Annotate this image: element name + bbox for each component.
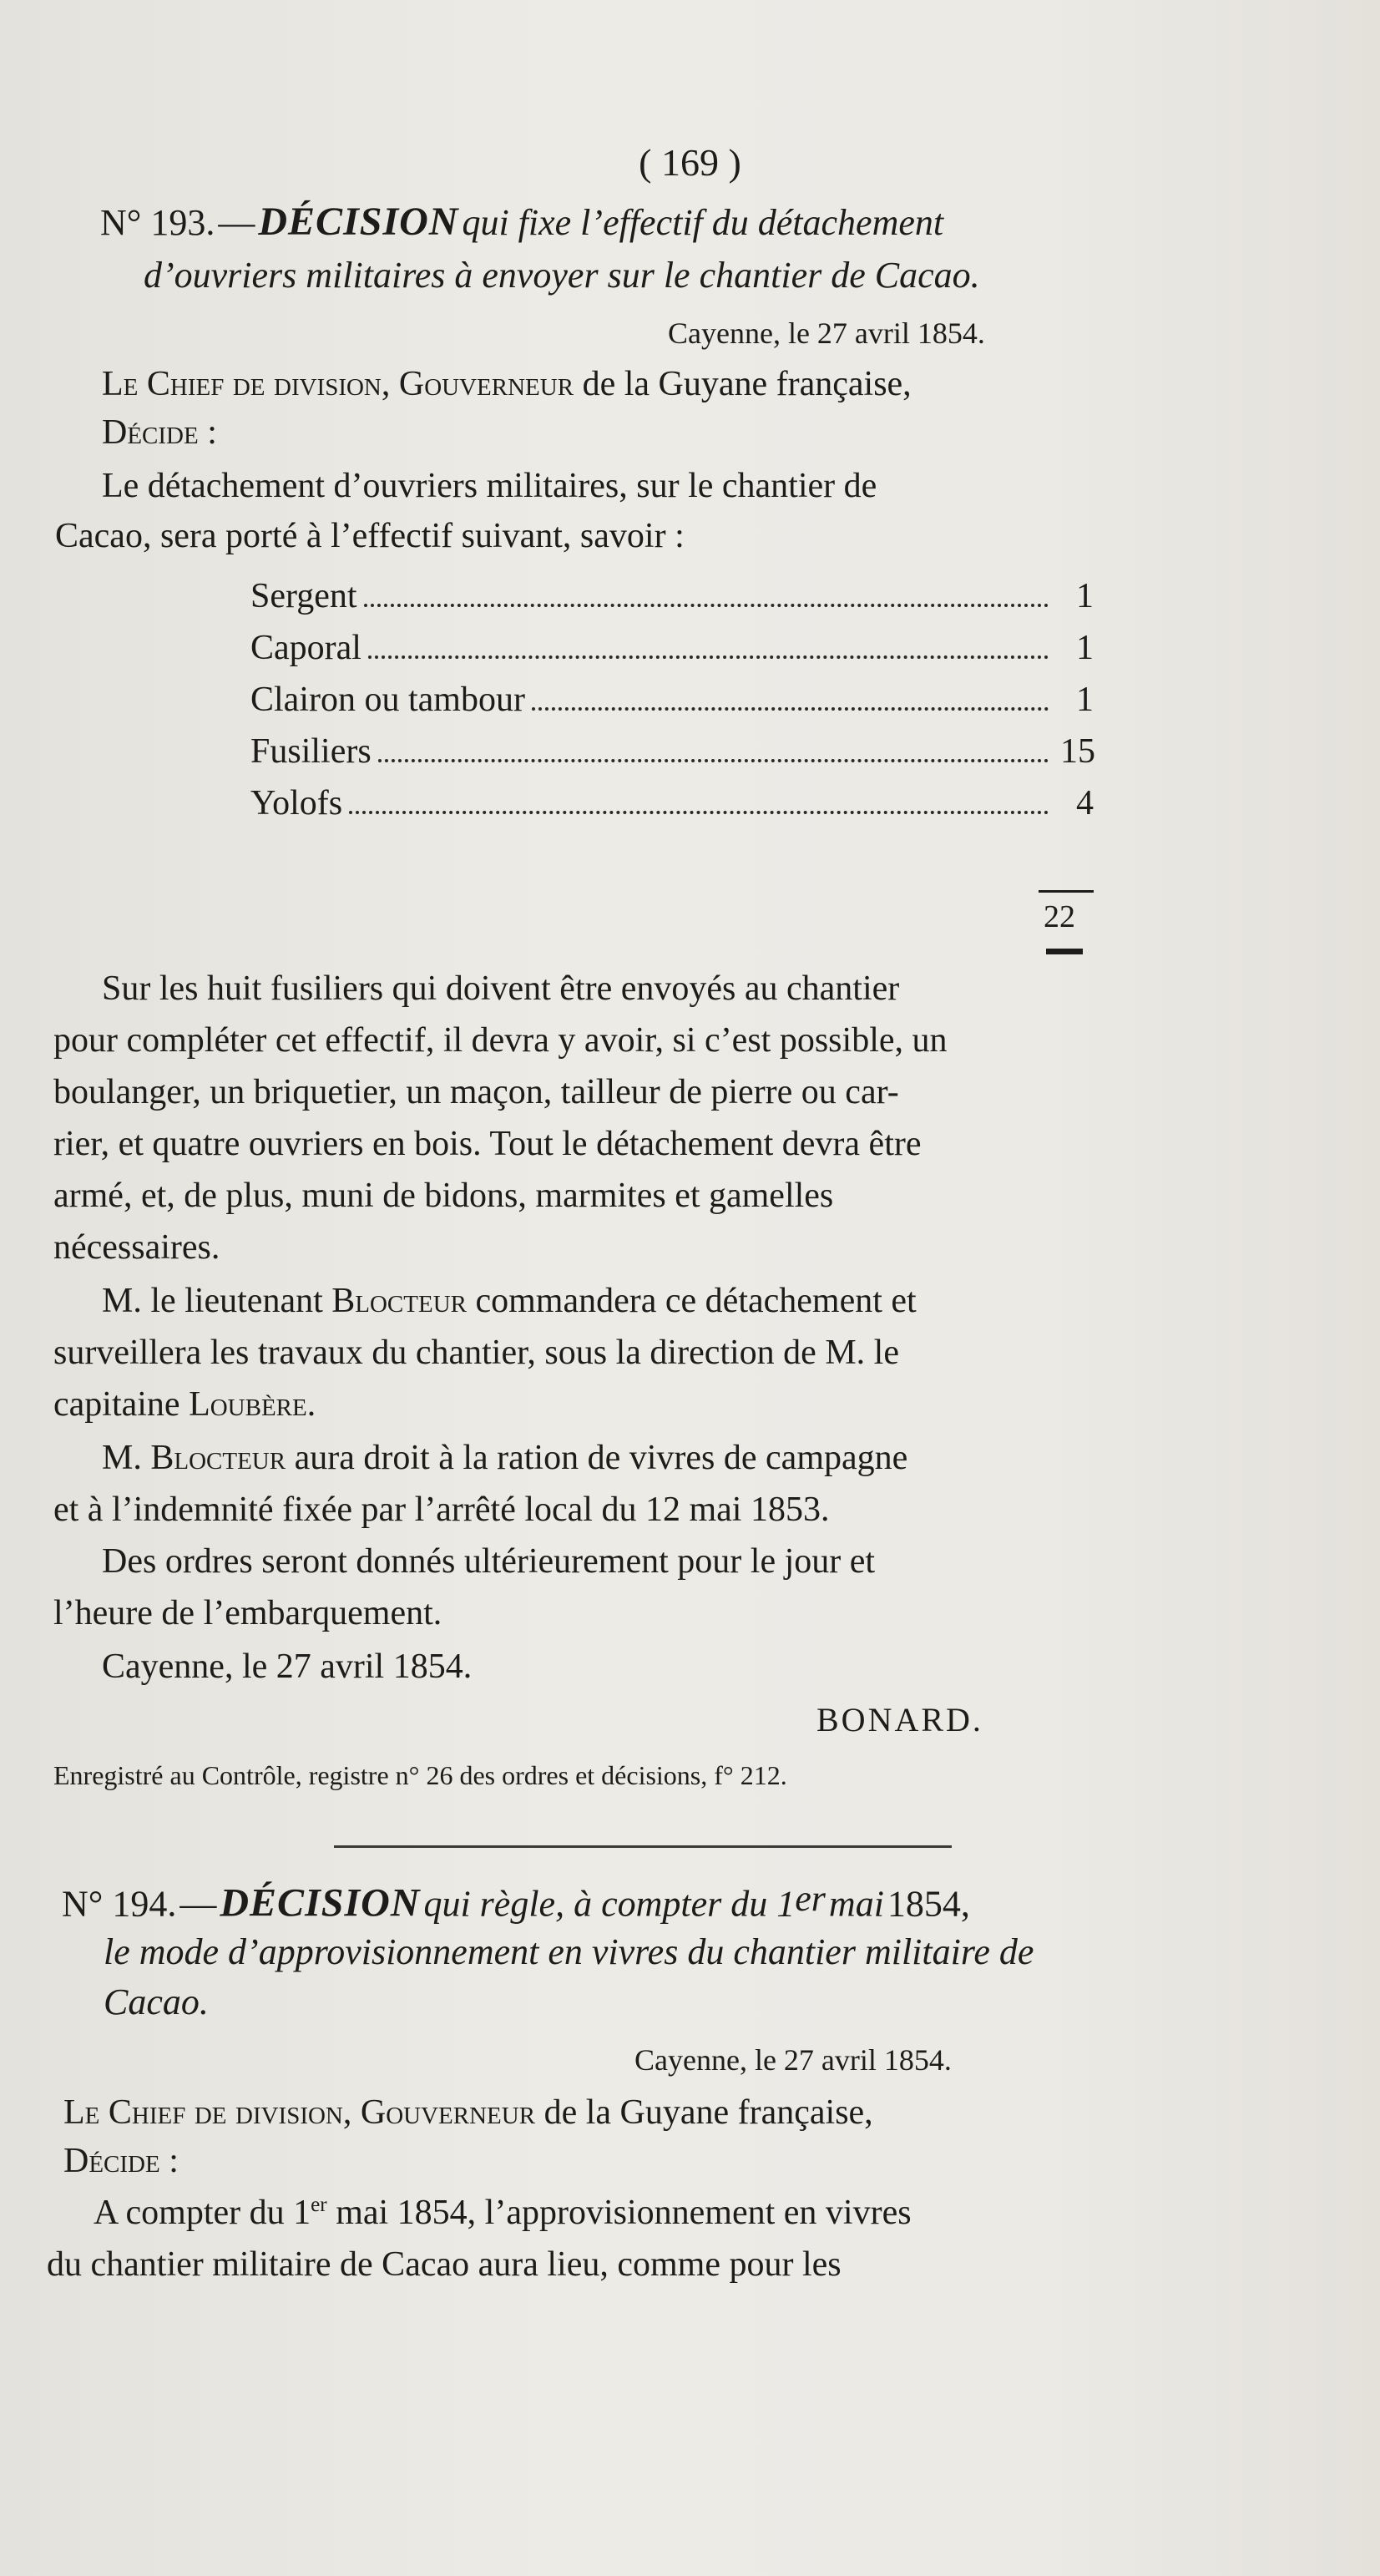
decision-194-decide: Décide :	[63, 2142, 179, 2180]
decision-193-para2-line2: pour compléter cet effectif, il devra y avoir, si c’est possible, un	[53, 1021, 948, 1060]
decision-193-para2-line5: armé, et, de plus, muni de bidons, marmites et gamelles	[53, 1177, 834, 1215]
decision-193-para2-line6: nécessaires.	[53, 1228, 220, 1267]
total-underline	[1046, 949, 1083, 954]
total-value: 22	[1044, 899, 1075, 934]
decision-193-dateline: Cayenne, le 27 avril 1854.	[668, 316, 985, 350]
decision-194-para1-line1: A compter du 1er mai 1854, l’approvisionnement en vivres	[94, 2194, 912, 2232]
list-item: Sergent 1	[250, 577, 1094, 615]
decision-193-title-line1: qui fixe l’effectif du détachement	[462, 202, 944, 243]
list-item: Clairon ou tambour 1	[250, 681, 1094, 719]
decision-193-para2-line1: Sur les huit fusiliers qui doivent être envoyés au chantier	[102, 969, 900, 1008]
decision-193-para5-line1: Des ordres seront donnés ultérieurement pour le jour et	[102, 1542, 876, 1581]
decision-193-signature: BONARD.	[816, 1701, 983, 1738]
decision-193-para1-line2: Cacao, sera porté à l’effectif suivant, savoir :	[55, 517, 685, 555]
decision-193-para2-line3: boulanger, un briquetier, un maçon, tailleur de pierre ou car-	[53, 1073, 899, 1111]
decision-194-dateline: Cayenne, le 27 avril 1854.	[634, 2043, 952, 2077]
page-number: ( 169 )	[639, 141, 741, 184]
decision-193-para4-line1: M. Blocteur aura droit à la ration de vivres de campagne	[102, 1439, 908, 1477]
decision-193-para3-line3: capitaine Loubère.	[53, 1385, 316, 1424]
decision-193-decide: Décide :	[102, 413, 217, 452]
decision-193-closing-date: Cayenne, le 27 avril 1854.	[102, 1647, 473, 1686]
decision-193-title-word: DÉCISION	[258, 200, 459, 244]
decision-193-number: N° 193.	[100, 202, 215, 243]
list-item: Caporal 1	[250, 629, 1094, 667]
list-item: Fusiliers 15	[250, 732, 1095, 771]
decision-193-registration: Enregistré au Contrôle, registre n° 26 des ordres et décisions, f° 212.	[53, 1760, 787, 1790]
decision-194-number: N° 194.	[62, 1883, 177, 1925]
section-divider	[334, 1845, 952, 1848]
decision-194-dash: —	[179, 1883, 217, 1925]
list-item: Yolofs 4	[250, 784, 1094, 822]
total-rule	[1039, 890, 1094, 893]
decision-193-para1-line1: Le détachement d’ouvriers militaires, sur le chantier de	[102, 467, 877, 505]
decision-193-heading	[100, 199, 943, 245]
decision-193-para4-line2: et à l’indemnité fixée par l’arrêté local du 12 mai 1853.	[53, 1490, 830, 1529]
decision-193-para3-line1: M. le lieutenant Blocteur commandera ce détachement et	[102, 1282, 917, 1320]
decision-194-para1-line2: du chantier militaire de Cacao aura lieu, comme pour les	[47, 2245, 842, 2284]
decision-194-heading: N° 194. — DÉCISION qui règle, à compter du 1er mai 1854,	[62, 1878, 970, 1926]
decision-193-para3-line2: surveillera les travaux du chantier, sous la direction de M. le	[53, 1334, 899, 1372]
decision-193-para5-line2: l’heure de l’embarquement.	[53, 1594, 442, 1632]
decision-193-dash: —	[218, 202, 255, 243]
decision-193-title-line2: d’ouvriers militaires à envoyer sur le chantier de Cacao.	[144, 255, 980, 296]
decision-194-title-line2: le mode d’approvisionnement en vivres du chantier militaire de	[104, 1931, 1034, 1972]
decision-194-authority: Le Chief de division, Gouverneur de la Guyane française,	[63, 2093, 873, 2132]
decision-193-para2-line4: rier, et quatre ouvriers en bois. Tout le détachement devra être	[53, 1125, 922, 1163]
decision-194-title-word: DÉCISION	[220, 1880, 421, 1926]
decision-194-title-line3: Cacao.	[104, 1981, 209, 2022]
decision-193-authority: Le Chief de division, Gouverneur de la Guyane française,	[102, 365, 912, 403]
